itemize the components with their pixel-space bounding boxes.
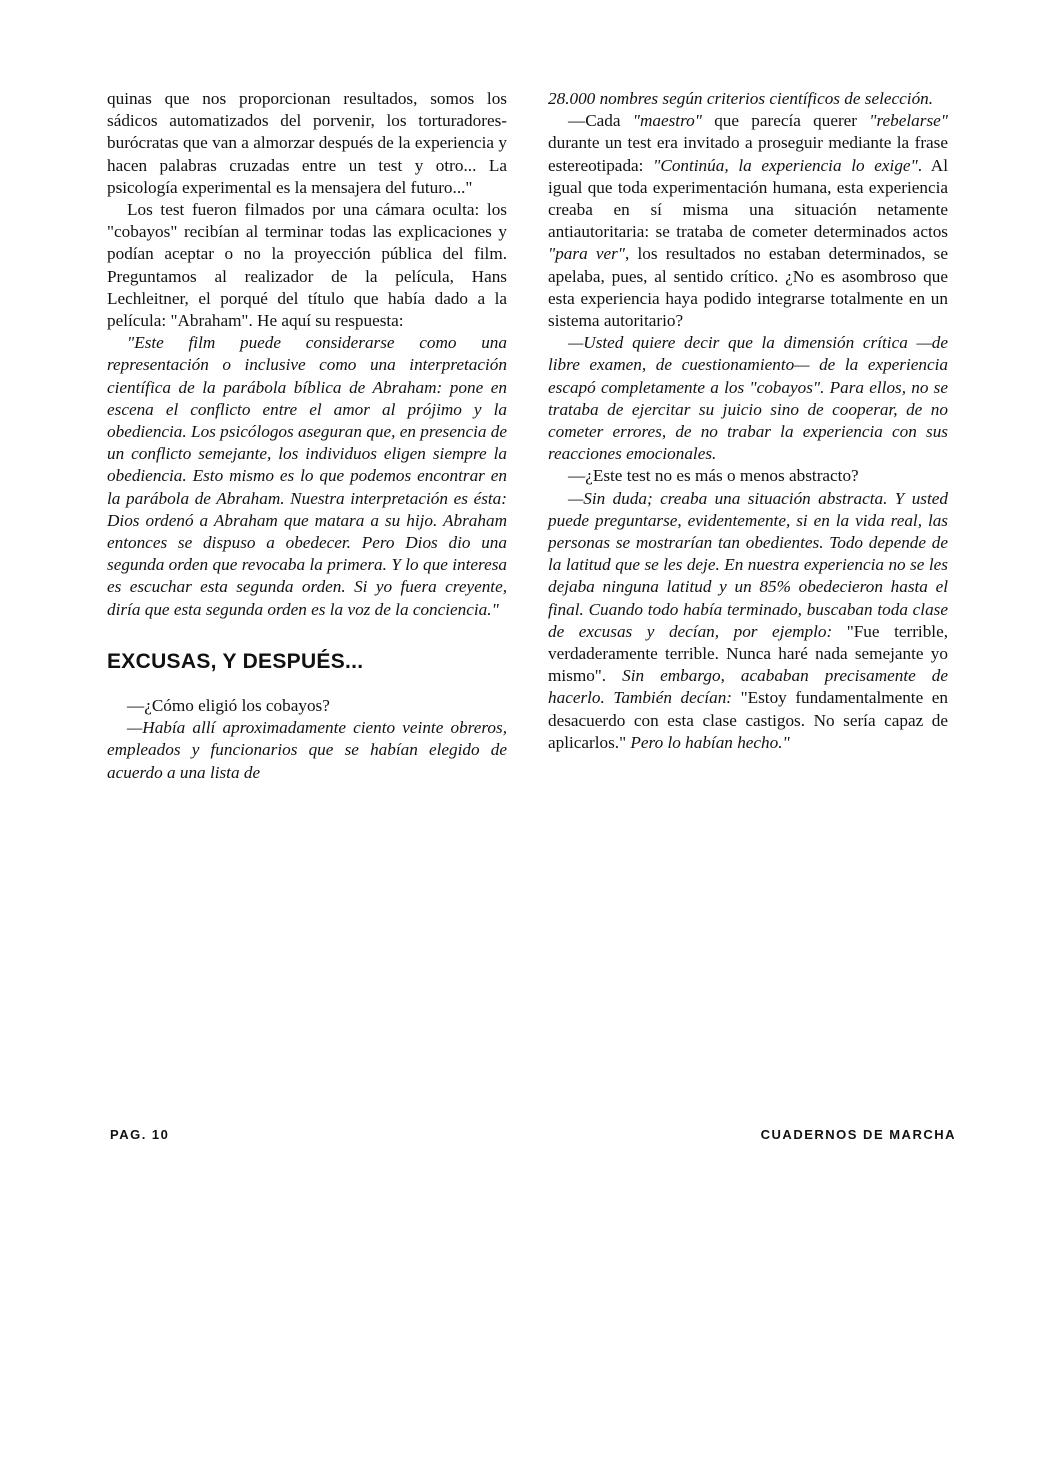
page-number: PAG. 10	[110, 1127, 170, 1142]
publication-name: CUADERNOS DE MARCHA	[760, 1127, 956, 1142]
quote-paragraph: "Este film puede considerarse como una representación o inclusive como una interpretación científica de la parábola bíblica de Abraham: pone en escena el conflicto entre el amor al prójimo y la obediencia. Los psicólogos aseguran que, en presencia de un conflicto semejante, los individuos eligen siempre la obediencia. Esto mismo es lo que podemos encontrar en la parábola de Abraham. Nuestra interpretación es ésta: Dios ordenó a Abraham que matara a su hijo. Abraham entonces se dispuso a obedecer. Pero Dios dio una segunda orden que revocaba la primera. Y lo que interesa es escuchar esta segunda orden. Si yo fuera creyente, diría que esta segunda orden es la voz de la conciencia."	[107, 333, 507, 619]
italic-run: "Continúa, la experiencia lo exige"	[653, 155, 918, 175]
left-column	[107, 88, 507, 784]
paragraph: Los test fueron filmados por una cámara oculta: los "cobayos" recibían al terminar todas las explicaciones y podían aceptar o no la proyección pública del film. Preguntamos al realizador de la película, Hans Lechleitner, el porqué del título que había dado a la película: "Abraham". He aquí su respuesta:	[107, 200, 507, 331]
text-run: . Al igual que toda experimentación humana, esta experiencia creaba en sí misma una situación netamente antiautoritaria: se trataba de cometer determinados actos	[548, 155, 948, 242]
text-run: "Estoy fundamentalmente en desacuerdo con esta clase castigos. No sería capaz de aplicarlos."	[548, 688, 948, 752]
answer-paragraph: —Había allí aproximadamente ciento veinte obreros, empleados y funcionarios que se habían elegido de acuerdo a una lista de	[107, 718, 507, 782]
italic-run: "para ver"	[548, 244, 626, 264]
paragraph	[548, 110, 948, 332]
answer-paragraph	[548, 488, 948, 754]
italic-run: Pero lo habían hecho."	[626, 732, 790, 752]
text-run: durante un test era invitado a proseguir mediante la frase estereotipada:	[548, 133, 948, 175]
text-run: —Cada	[568, 111, 633, 131]
italic-run: —Sin duda; creaba una situación abstracta. Y usted puede preguntarse, evidentemente, si en la vida real, las personas se mostrarían tan obedientes. Todo depende de la latitud que se les deje. En nuestra experiencia no se les dejaba ninguna latitud y un 85% obedecieron hasta el final. Cuando todo había terminado, buscaban toda clase de excusas y decían, por ejemplo:	[548, 488, 948, 641]
italic-run: Sin embargo, acababan precisamente de hacerlo. También decían:	[548, 666, 948, 708]
paragraph: quinas que nos proporcionan resultados, somos los sádicos automatizados del porvenir, los torturadores-burócratas que van a almorzar después de la experiencia y hacen palabras cruzadas entre un test y otro... La psicología experimental es la mensajera del futuro..."	[107, 89, 507, 197]
paragraph: 28.000 nombres según criterios científicos de selección.	[548, 89, 934, 108]
italic-run: "rebelarse"	[869, 111, 948, 131]
question-paragraph: —¿Cómo eligió los cobayos?	[127, 696, 330, 716]
paragraph: —Usted quiere decir que la dimensión crítica —de libre examen, de cuestionamiento— de la experiencia escapó completamente a los "cobayos". Para ellos, no se trataba de ejercitar su juicio sino de cooperar, de no cometer errores, de no trabar la experiencia con sus reacciones emocionales.	[548, 333, 948, 464]
section-heading: EXCUSAS, Y DESPUÉS...	[107, 649, 364, 673]
italic-run: "maestro"	[632, 111, 702, 131]
text-run: , los resultados no estaban determinados, se apelaba, pues, al sentido crítico. ¿No es asombroso que esta experiencia haya podido integrarse totalmente en un sistema autoritario?	[548, 244, 948, 331]
text-run: "Fue terrible, verdaderamente terrible. Nunca haré nada semejante yo mismo".	[548, 621, 949, 686]
question-paragraph: —¿Este test no es más o menos abstracto?	[568, 466, 859, 486]
text-run: que parecía querer	[701, 111, 870, 131]
right-column	[548, 88, 948, 754]
